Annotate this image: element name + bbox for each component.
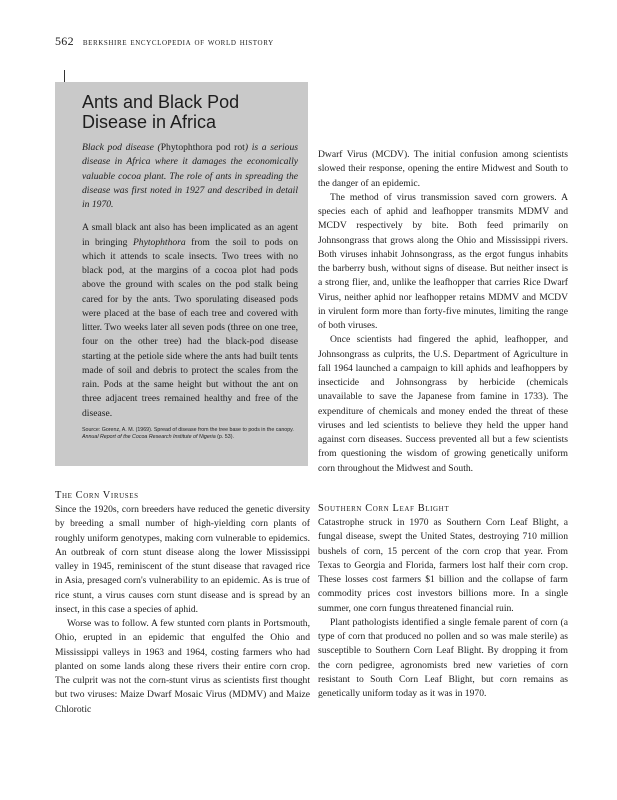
sidebar-title: [82, 92, 267, 132]
paragraph-corn-viruses-2-cont: Dwarf Virus (MCDV). The initial confusion among scientists slowed their response, opening the entire Midwest and South to the danger of an epidemic.: [318, 149, 568, 189]
page-number: 562: [55, 34, 74, 48]
sidebar-body-a: A small black ant also has been implicated as an agent in bringing: [82, 222, 298, 248]
paragraph-leaf-blight-2: Plant pathologists identified a single female parent of corn (a type of corn that produced no pollen and so was male sterile) as susceptible to Southern Corn Leaf Blight. By dropping it from the corn pedigree, agronomists bred new varieties of corn resistant to South Corn Leaf Blight, but corn remains as genetically uniform today as it was in 1970.: [318, 616, 568, 699]
sidebar-source: [82, 427, 298, 442]
paragraph-corn-viruses-1: Since the 1920s, corn breeders have reduced the genetic diversity by breeding a small number of high-yielding corn plants of roughly uniform genotypes, making corn vulnerable to epidemics. An outbreak of corn stunt disease along the lower Mississippi valley in 1945, reminiscent of the stunt disease that ravaged rice in Asia, presaged corn's vulnerability to an epidemic. As is true of rice stunt, a virus causes corn stunt disease and is spread by an insect, in this case a species of aphid.: [55, 504, 310, 615]
sidebar-intro-c: ) is a serious disease in Africa where it damages the economically valuable cocoa plant. The role of ants in spreading the disease was first noted in 1927 and described in detail in 1970.: [82, 142, 298, 211]
paragraph-leaf-blight-1: Catastrophe struck in 1970 as Southern Corn Leaf Blight, a fungal disease, swept the United States, destroying 710 million bushels of corn, 15 percent of the corn crop that year. From Texas to Georgia and Florida, farmers lost half their corn crop. These losses cost farmers $1 billion and the collapse of farm commodity prices cost investors billions more. In a single summer, one corn fungus threatened financial ruin.: [318, 517, 568, 614]
running-header: [55, 34, 575, 49]
sidebar-body-c: from the soil to pods on which it attends to scale insects. Two trees with no black pod, at the margins of a cocoa plot had pods above the ground with scales on the pod stalk being cared for by the ants. Two sporulating diseased pods were placed at the base of each tree and covered with litter. Two weeks later all seven pods (three on one tree, four on the other tree) had the black-pod disease starting at the petiole side where the ants had built tents made of soil and debris to protect the scales from the rain. Pods at the same height but without the ant on three adjacent trees remained healthy and free of the disease.: [82, 236, 298, 419]
section-heading-leaf-blight: Southern Corn Leaf Blight: [318, 503, 450, 514]
right-column-text-top: [318, 148, 568, 476]
sidebar-intro-a: Black pod disease (: [82, 142, 161, 153]
sidebar-title-line1: Ants and Black Pod: [82, 92, 240, 112]
sidebar-source-b: Annual Report of the Cocoa Research Institute of Nigeria: [82, 434, 216, 441]
paragraph-corn-viruses-3: The method of virus transmission saved corn growers. A species each of aphid and leafhopper transmits MDMV and MCDV respectively by bite. Both feed primarily on Johnsongrass that grows along the Ohio and Mississippi rivers. Both viruses inhabit Johnsongrass, as the ergot fungus inhabits the barberry bush, without signs of disease. But neither insect is a strong flier, and, unlike the leafhopper that carries Rice Dwarf Virus, neither aphid nor leafhopper retains MDMV and MCDV in virulent form more than forty-five minutes, limiting the range of both viruses.: [318, 191, 568, 331]
sidebar-source-a: Source: Gorenz, A. M. (1969). Spread of disease from the tree base to pods in the canopy.: [82, 426, 294, 433]
paragraph-corn-viruses-4: Once scientists had fingered the aphid, leafhopper, and Johnsongrass as culprits, the U.S. Department of Agriculture in fall 1964 launched a campaign to kill aphids and leafhoppers by insecticide and Johnsongrass by herbicide (chemicals unavailable to save the Japanese from famine in 1733). The expenditure of chemicals and money ended the threat of these viruses and led scientists to believe they held the upper hand against corn diseases. Success prevented all but a few scientists from questioning the wisdom of growing genetically uniform corn throughout the Midwest and South.: [318, 334, 568, 474]
sidebar-intro: [82, 141, 298, 212]
sidebar-body-b: Phytophthora: [132, 236, 186, 248]
running-title: berkshire encyclopedia of world history: [82, 37, 274, 48]
sidebar-source-c: (p. 53).: [215, 434, 234, 441]
left-column-text: [55, 489, 310, 717]
sidebar-intro-b: Phytophthora pod rot: [160, 142, 245, 153]
paragraph-corn-viruses-2: Worse was to follow. A few stunted corn plants in Portsmouth, Ohio, erupted in an epidemic that engulfed the Ohio and Mississippi valleys in 1963 and 1964, costing farmers who had planted on some lands along these rivers their entire corn crop. The culprit was not the corn-stunt virus as scientists first thought but two viruses: Maize Dwarf Mosaic Virus (MDMV) and Maize Chlorotic: [55, 618, 310, 715]
sidebar-box: [55, 82, 308, 466]
right-column-text-bottom: [318, 502, 568, 701]
sidebar-body: [82, 221, 298, 421]
sidebar-title-line2: Disease in Africa: [82, 112, 217, 132]
section-heading-corn-viruses: The Corn Viruses: [55, 490, 139, 501]
